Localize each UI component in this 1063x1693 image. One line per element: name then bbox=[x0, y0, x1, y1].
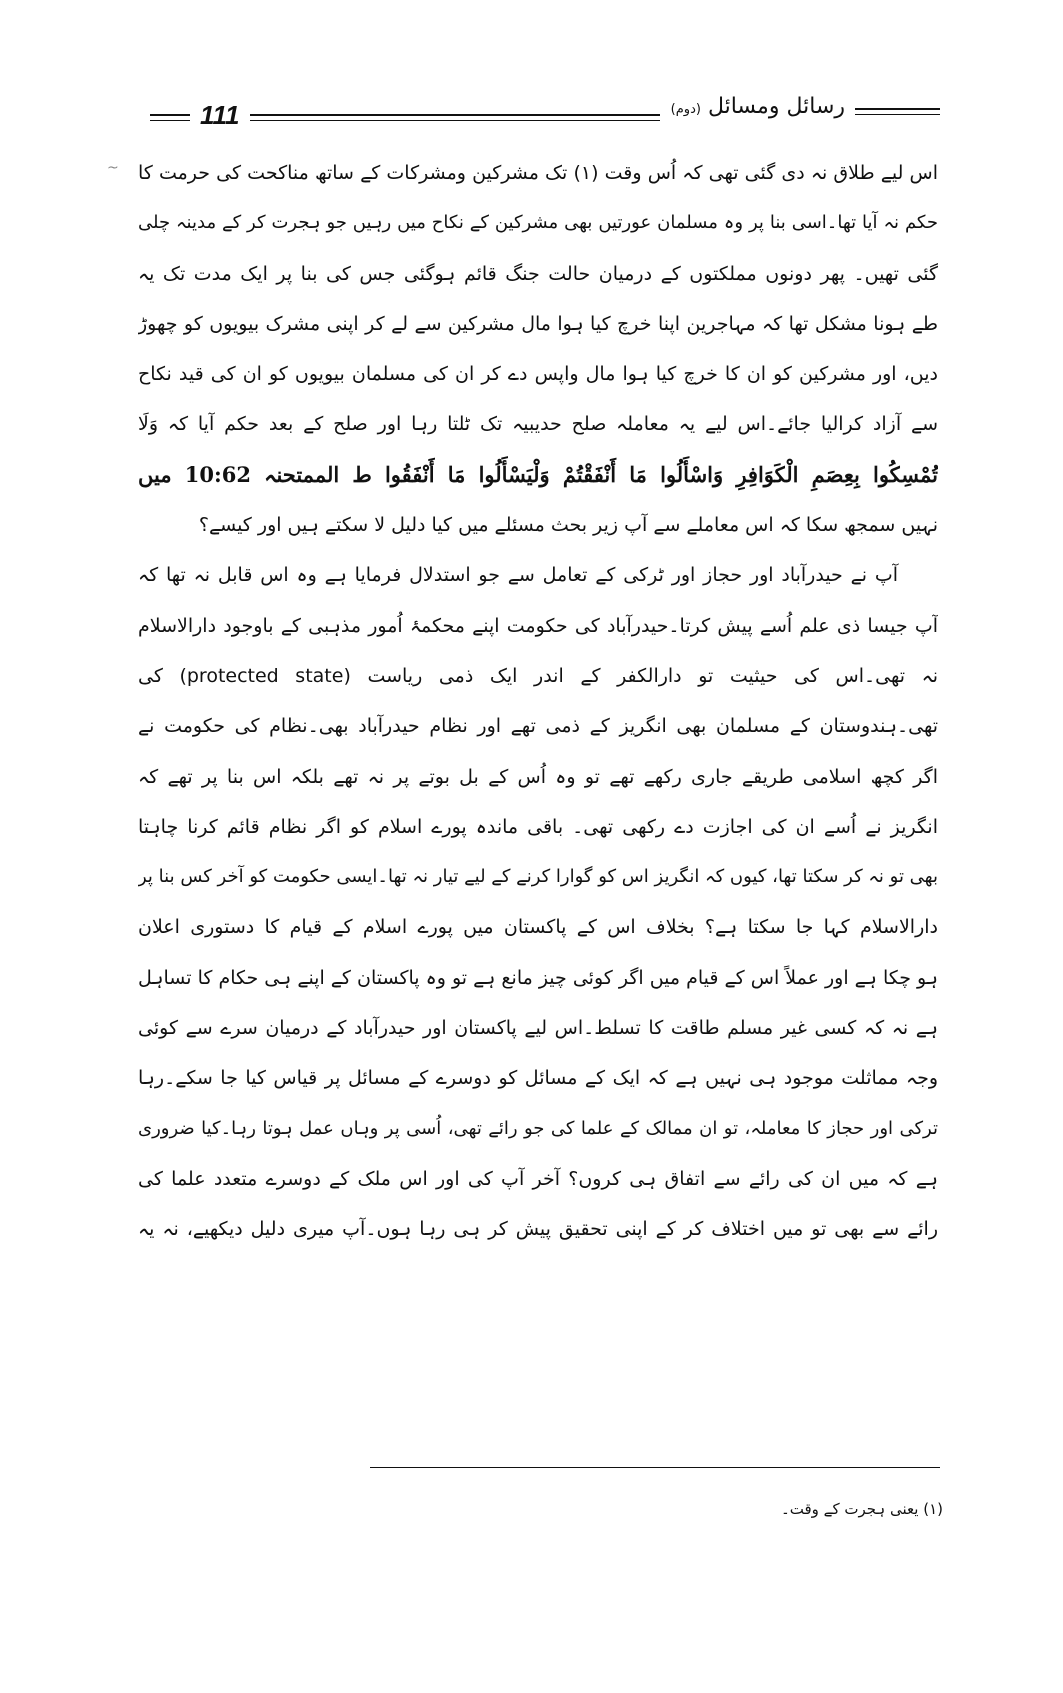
page-header bbox=[150, 92, 940, 138]
paragraph-start-line: آپ نے حیدرآباد اور حجاز اور ٹرکی کے تعامل سے جو استدلال فرمایا ہے وہ اس قابل نہ تھا کہ bbox=[138, 564, 898, 587]
running-title-text: رسائل ومسائل bbox=[707, 94, 845, 119]
header-rule-middle bbox=[250, 114, 660, 116]
text-line: اگر کچھ اسلامی طریقے جاری رکھے تھے تو وہ اُس کے بل بوتے پر نہ تھے بلکہ اس بنا پر تھے کہ bbox=[138, 765, 938, 788]
body-text bbox=[138, 148, 938, 1255]
header-rule-middle-thin bbox=[250, 120, 660, 121]
text-line: دیں، اور مشرکین کو ان کا خرچ کیا ہوا مال واپس دے کر ان کی مسلمان بیویوں کو ان کی قید نکاح bbox=[138, 363, 938, 386]
text-line: انگریز نے اُسے ان کی اجازت دے رکھی تھی۔ باقی ماندہ پورے اسلام کو اگر نظام قائم کرنا چاہتا bbox=[138, 815, 938, 838]
footnote bbox=[781, 1500, 943, 1518]
header-rule-right bbox=[855, 108, 940, 110]
text-line: ہو چکا ہے اور عملاً اس کے قیام میں اگر کوئی چیز مانع ہے تو وہ پاکستان کے اپنے ہی حکام کا تساہل bbox=[138, 966, 938, 989]
header-rule-left bbox=[150, 114, 190, 116]
header-rule-left-thin bbox=[150, 120, 190, 121]
running-title bbox=[671, 94, 845, 119]
text-line: طے ہونا مشکل تھا کہ مہاجرین اپنا خرچ کیا ہوا مال مشرکین سے لے کر اپنی مشرک بیویوں کو چھوڑ bbox=[138, 312, 938, 335]
text-line: نہیں سمجھ سکا کہ اس معاملے سے آپ زیر بحث مسئلے میں کیا دلیل لا سکتے ہیں اور کیسے؟ bbox=[198, 514, 938, 537]
text-line: نہ تھی۔اس کی حیثیت تو دارالکفر کے اندر ایک ذمی ریاست (protected state) کی bbox=[138, 664, 938, 687]
text-line: اس لیے طلاق نہ دی گئی تھی کہ اُس وقت (۱) تک مشرکین ومشرکات کے ساتھ مناکحت کی حرمت کا bbox=[138, 162, 938, 184]
quran-verse-line: تُمْسِكُوا بِعِصَمِ الْكَوَافِرِ وَاسْأَلُوا مَا أَنْفَقْتُمْ وَلْيَسْأَلُوا مَا أَنْفَقُوا ط الممتحنہ 10:62 میں bbox=[138, 461, 938, 487]
text-line: آپ جیسا ذی علم اُسے پیش کرتا۔حیدرآباد کی حکومت اپنے محکمۂ اُمور مذہبی کے باوجود دارالاسلام bbox=[138, 614, 938, 637]
footnote-marker: (۱) bbox=[923, 1500, 943, 1518]
text-line: وجہ مماثلت موجود ہی نہیں ہے کہ ایک کے مسائل کو دوسرے کے مسائل پر قیاس کیا جا سکے۔رہا bbox=[138, 1067, 938, 1090]
header-rule-right-thin bbox=[855, 114, 940, 115]
text-line: ترکی اور حجاز کا معاملہ، تو ان ممالک کے علما کی جو رائے تھی، اُسی پر وہاں عمل ہوتا رہا۔کیا ضروری bbox=[138, 1117, 938, 1139]
text-line: تھی۔ہندوستان کے مسلمان بھی انگریز کے ذمی تھے اور نظام حیدرآباد بھی۔نظام کی حکومت نے bbox=[138, 715, 938, 738]
text-line: حکم نہ آیا تھا۔اسی بنا پر وہ مسلمان عورتیں بھی مشرکین کے نکاح میں رہیں جو ہجرت کر کے مدینہ چلی bbox=[138, 212, 938, 234]
text-line: سے آزاد کرالیا جائے۔اس لیے یہ معاملہ صلح حدیبیہ تک ٹلتا رہا اور صلح کے بعد حکم آیا کہ وَلَا bbox=[138, 413, 938, 436]
volume-label: (دوم) bbox=[670, 102, 701, 117]
scan-mark: ~ bbox=[107, 160, 119, 176]
text-line: رائے سے بھی تو میں اختلاف کر کے اپنی تحقیق پیش کر ہی رہا ہوں۔آپ میری دلیل دیکھیے، نہ یہ bbox=[138, 1218, 938, 1241]
text-line: ہے کہ میں ان کی رائے سے اتفاق ہی کروں؟ آخر آپ کی اور اس ملک کے دوسرے متعدد علما کی bbox=[138, 1167, 938, 1190]
text-line: بھی تو نہ کر سکتا تھا، کیوں کہ انگریز اس کو گوارا کرنے کے لیے تیار نہ تھا۔ایسی حکومت کو آخر کس بنا پر bbox=[138, 866, 938, 888]
text-line: دارالاسلام کہا جا سکتا ہے؟ بخلاف اس کے پاکستان میں پورے اسلام کے قیام کا دستوری اعلان bbox=[138, 916, 938, 939]
footnote-text: یعنی ہجرت کے وقت۔ bbox=[780, 1500, 919, 1518]
page-number: 111 bbox=[200, 100, 240, 130]
footnote-divider bbox=[370, 1467, 940, 1468]
text-line: ہے نہ کہ کسی غیر مسلم طاقت کا تسلط۔اس لیے پاکستان اور حیدرآباد کے درمیان سرے سے کوئی bbox=[138, 1017, 938, 1040]
text-line: گئی تھیں۔ پھر دونوں مملکتوں کے درمیان حالت جنگ قائم ہوگئی جس کی بنا پر ایک مدت تک یہ bbox=[138, 262, 938, 285]
